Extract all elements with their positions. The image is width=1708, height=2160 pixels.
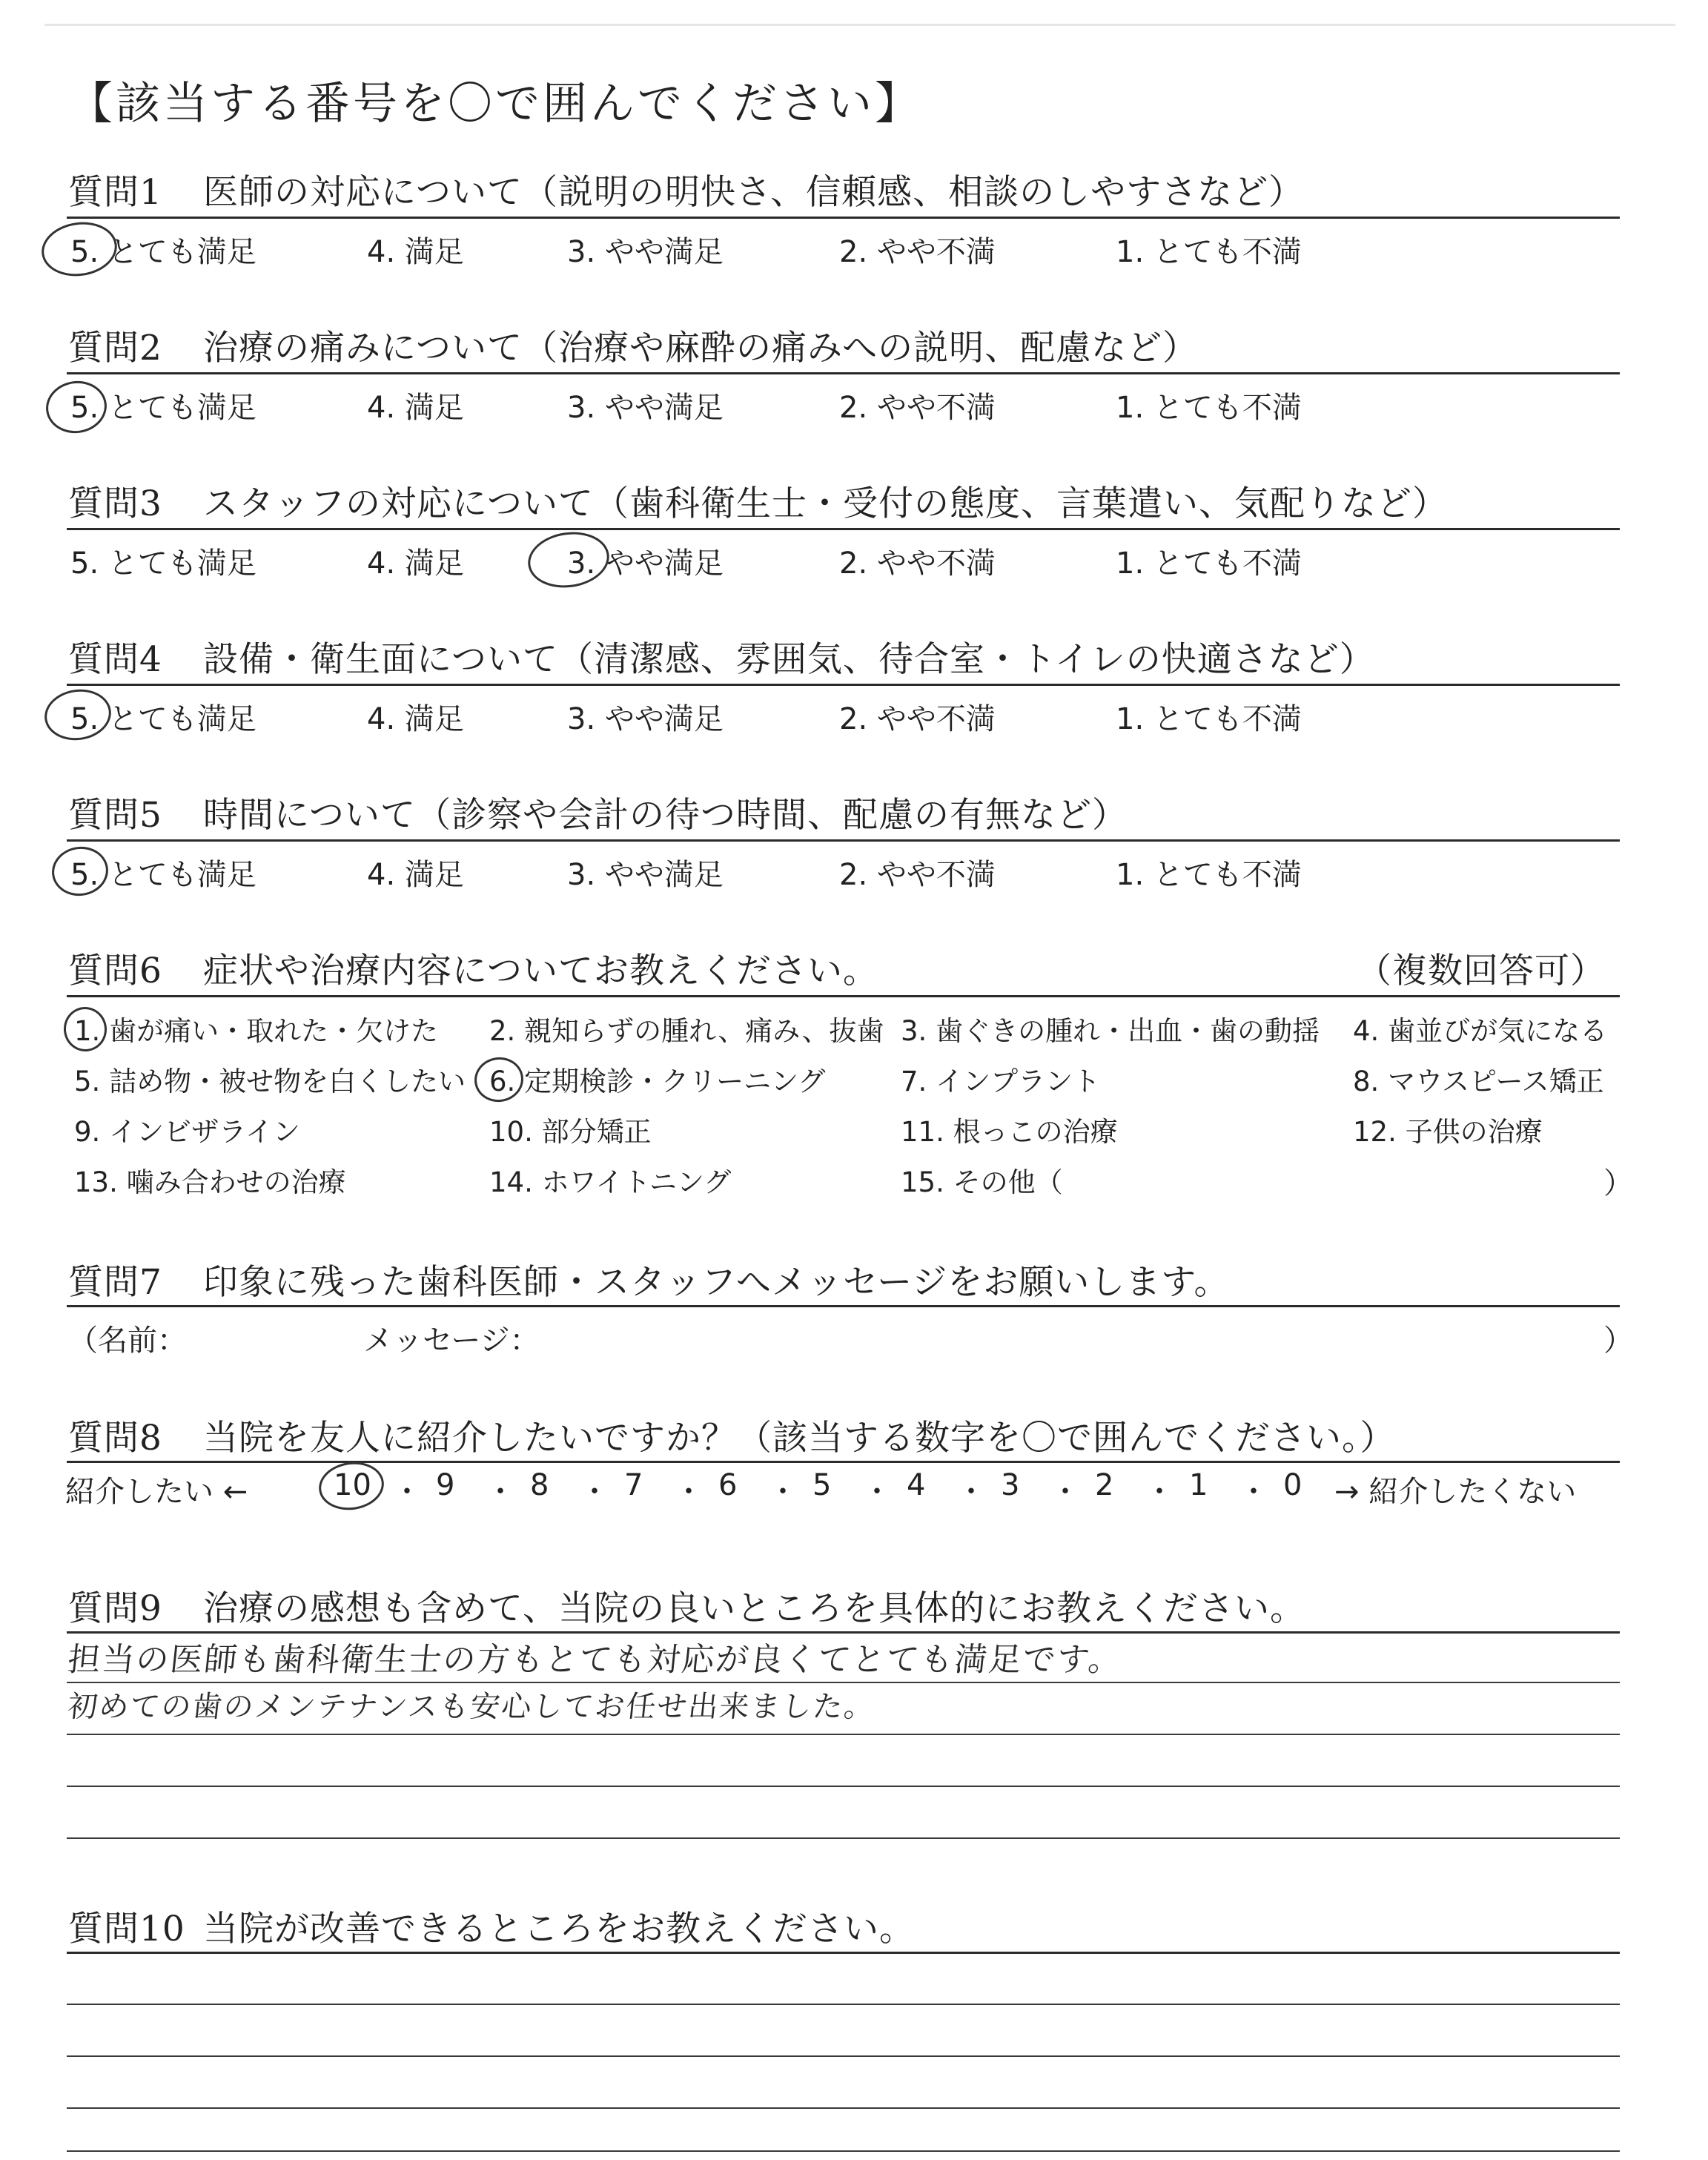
handwritten-answer-line-1: 担当の医師も歯科衛生士の方もとても対応が良くてとても満足です。 — [65, 1641, 1125, 1679]
option-2[interactable]: 2. やや不満 — [839, 702, 996, 736]
option-2[interactable]: 2. やや不満 — [839, 858, 996, 892]
question-text: 印象に残った歯科医師・スタッフへメッセージをお願いします。 — [203, 1262, 1230, 1303]
scale-separator: ・ — [956, 1475, 986, 1509]
question-10 — [68, 1901, 915, 1951]
message-close-paren: ） — [1603, 1324, 1633, 1358]
question-number: 質問4 — [68, 639, 162, 680]
symptom-option-2[interactable]: 2. 親知らずの腫れ、痛み、抜歯 — [489, 1015, 884, 1047]
option-4[interactable]: 4. 満足 — [367, 235, 464, 269]
answer-line — [67, 2107, 1620, 2109]
scale-separator: ・ — [1145, 1475, 1174, 1509]
scale-value-5[interactable]: 5 — [812, 1468, 832, 1502]
symptom-option-6[interactable]: 6. 定期検診・クリーニング — [489, 1066, 826, 1097]
scale-value-7[interactable]: 7 — [624, 1468, 643, 1502]
scale-separator: ・ — [862, 1475, 892, 1509]
divider — [67, 1952, 1620, 1954]
scale-value-1[interactable]: 1 — [1189, 1468, 1208, 1502]
question-number: 質問1 — [68, 172, 162, 213]
message-label: メッセージ： — [363, 1324, 540, 1358]
question-number: 質問10 — [68, 1909, 185, 1949]
handwritten-answer-line-2: 初めての歯のメンテナンスも安心してお任せ出来ました。 — [66, 1690, 877, 1724]
symptom-option-13[interactable]: 13. 噛み合わせの治療 — [74, 1166, 346, 1198]
symptom-option-10[interactable]: 10. 部分矯正 — [489, 1116, 652, 1148]
option-1[interactable]: 1. とても不満 — [1116, 391, 1302, 425]
selection-circle — [524, 527, 612, 593]
question-2 — [68, 320, 1198, 370]
symptom-option-5[interactable]: 5. 詰め物・被せ物を白くしたい — [74, 1066, 466, 1097]
question-7 — [68, 1255, 1229, 1304]
scale-separator: ・ — [674, 1475, 704, 1509]
scale-separator: ・ — [392, 1475, 422, 1509]
other-close-paren: ） — [1603, 1166, 1633, 1200]
option-1[interactable]: 1. とても不満 — [1116, 702, 1302, 736]
scale-value-8[interactable]: 8 — [530, 1468, 549, 1502]
question-text: スタッフの対応について（歯科衛生士・受付の態度、言葉遣い、気配りなど） — [203, 483, 1449, 524]
scale-separator: ・ — [486, 1475, 515, 1509]
question-3 — [68, 476, 1448, 526]
option-5[interactable]: 5. とても満足 — [70, 546, 256, 581]
symptom-option-1[interactable]: 1. 歯が痛い・取れた・欠けた — [74, 1015, 439, 1047]
symptom-option-9[interactable]: 9. インビザライン — [74, 1116, 300, 1148]
scale-value-6[interactable]: 6 — [718, 1468, 738, 1502]
question-number: 質問5 — [68, 795, 162, 836]
selection-circle — [38, 217, 120, 280]
option-5[interactable]: 5. とても満足 — [70, 391, 256, 425]
divider — [67, 684, 1620, 686]
symptom-option-4[interactable]: 4. 歯並びが気になる — [1353, 1015, 1608, 1047]
scan-edge — [44, 24, 1675, 26]
scale-value-0[interactable]: 0 — [1283, 1468, 1302, 1502]
question-4 — [68, 632, 1375, 681]
scale-separator: ・ — [580, 1475, 609, 1509]
selection-circle — [316, 1458, 387, 1514]
question-number: 質問6 — [68, 951, 162, 991]
divider — [67, 995, 1620, 997]
scale-separator: ・ — [768, 1475, 798, 1509]
question-number: 質問8 — [68, 1418, 162, 1459]
divider — [67, 217, 1620, 219]
option-5[interactable]: 5. とても満足 — [70, 235, 256, 269]
multiple-answers-note: （複数回答可） — [1357, 951, 1606, 991]
scale-value-4[interactable]: 4 — [907, 1468, 926, 1502]
question-9 — [68, 1581, 1305, 1631]
question-8 — [68, 1410, 1396, 1460]
question-text: 治療の痛みについて（治療や麻酔の痛みへの説明、配慮など） — [203, 328, 1199, 369]
page-header: 【該当する番号を〇で囲んでください】 — [68, 78, 922, 130]
option-3[interactable]: 3. やや満足 — [567, 702, 724, 736]
option-4[interactable]: 4. 満足 — [367, 546, 464, 581]
divider — [67, 1305, 1620, 1307]
option-4[interactable]: 4. 満足 — [367, 702, 464, 736]
answer-line — [67, 2004, 1620, 2005]
question-text: 医師の対応について（説明の明快さ、信頼感、相談のしやすさなど） — [203, 172, 1305, 213]
scale-separator: ・ — [1050, 1475, 1080, 1509]
option-1[interactable]: 1. とても不満 — [1116, 546, 1302, 581]
question-text: 症状や治療内容についてお教えください。 — [203, 951, 879, 991]
scale-separator: ・ — [1239, 1475, 1268, 1509]
divider — [67, 372, 1620, 374]
name-label: （名前： — [68, 1324, 187, 1358]
divider — [67, 839, 1620, 842]
scale-value-2[interactable]: 2 — [1095, 1468, 1114, 1502]
scale-value-10[interactable]: 10 — [334, 1468, 371, 1502]
question-number: 質問9 — [68, 1588, 162, 1629]
question-number: 質問3 — [68, 483, 162, 524]
question-text: 当院が改善できるところをお教えください。 — [203, 1909, 915, 1949]
symptom-option-12[interactable]: 12. 子供の治療 — [1353, 1116, 1543, 1148]
symptom-option-14[interactable]: 14. ホワイトニング — [489, 1166, 732, 1198]
option-2[interactable]: 2. やや不満 — [839, 235, 996, 269]
divider — [67, 528, 1620, 530]
symptom-option-8[interactable]: 8. マウスピース矯正 — [1353, 1066, 1604, 1097]
option-3[interactable]: 3. やや満足 — [567, 235, 724, 269]
option-5[interactable]: 5. とても満足 — [70, 702, 256, 736]
scale-value-9[interactable]: 9 — [436, 1468, 455, 1502]
symptom-option-15[interactable]: 15. その他（ — [901, 1166, 1063, 1198]
option-2[interactable]: 2. やや不満 — [839, 546, 996, 581]
answer-line — [67, 1734, 1620, 1735]
option-3[interactable]: 3. やや満足 — [567, 858, 724, 892]
answer-line — [67, 1837, 1620, 1839]
option-1[interactable]: 1. とても不満 — [1116, 235, 1302, 269]
question-6 — [68, 943, 878, 993]
question-text: 当院を友人に紹介したいですか？（該当する数字を〇で囲んでください。） — [203, 1418, 1396, 1459]
scale-left-label: 紹介したい ← — [65, 1475, 248, 1509]
option-3[interactable]: 3. やや満足 — [567, 391, 724, 425]
symptom-option-7[interactable]: 7. インプラント — [901, 1066, 1101, 1097]
divider — [67, 1461, 1620, 1463]
question-5 — [68, 787, 1128, 837]
option-3[interactable]: 3. やや満足 — [567, 546, 724, 581]
symptom-option-11[interactable]: 11. 根っこの治療 — [901, 1116, 1118, 1148]
option-2[interactable]: 2. やや不満 — [839, 391, 996, 425]
question-text: 時間について（診察や会計の待つ時間、配慮の有無など） — [203, 795, 1128, 836]
question-text: 設備・衛生面について（清潔感、雰囲気、待合室・トイレの快適さなど） — [203, 639, 1375, 680]
answer-line — [67, 2055, 1620, 2057]
question-1 — [68, 165, 1304, 214]
answer-line — [67, 2150, 1620, 2152]
answer-line — [67, 1786, 1620, 1787]
scale-right-label: → 紹介したくない — [1334, 1475, 1577, 1509]
option-5[interactable]: 5. とても満足 — [70, 858, 256, 892]
option-4[interactable]: 4. 満足 — [367, 391, 464, 425]
option-1[interactable]: 1. とても不満 — [1116, 858, 1302, 892]
symptom-option-3[interactable]: 3. 歯ぐきの腫れ・出血・歯の動揺 — [901, 1015, 1320, 1047]
option-4[interactable]: 4. 満足 — [367, 858, 464, 892]
question-number: 質問2 — [68, 328, 162, 369]
question-text: 治療の感想も含めて、当院の良いところを具体的にお教えください。 — [203, 1588, 1306, 1629]
scale-value-3[interactable]: 3 — [1001, 1468, 1020, 1502]
question-number: 質問7 — [68, 1262, 162, 1303]
